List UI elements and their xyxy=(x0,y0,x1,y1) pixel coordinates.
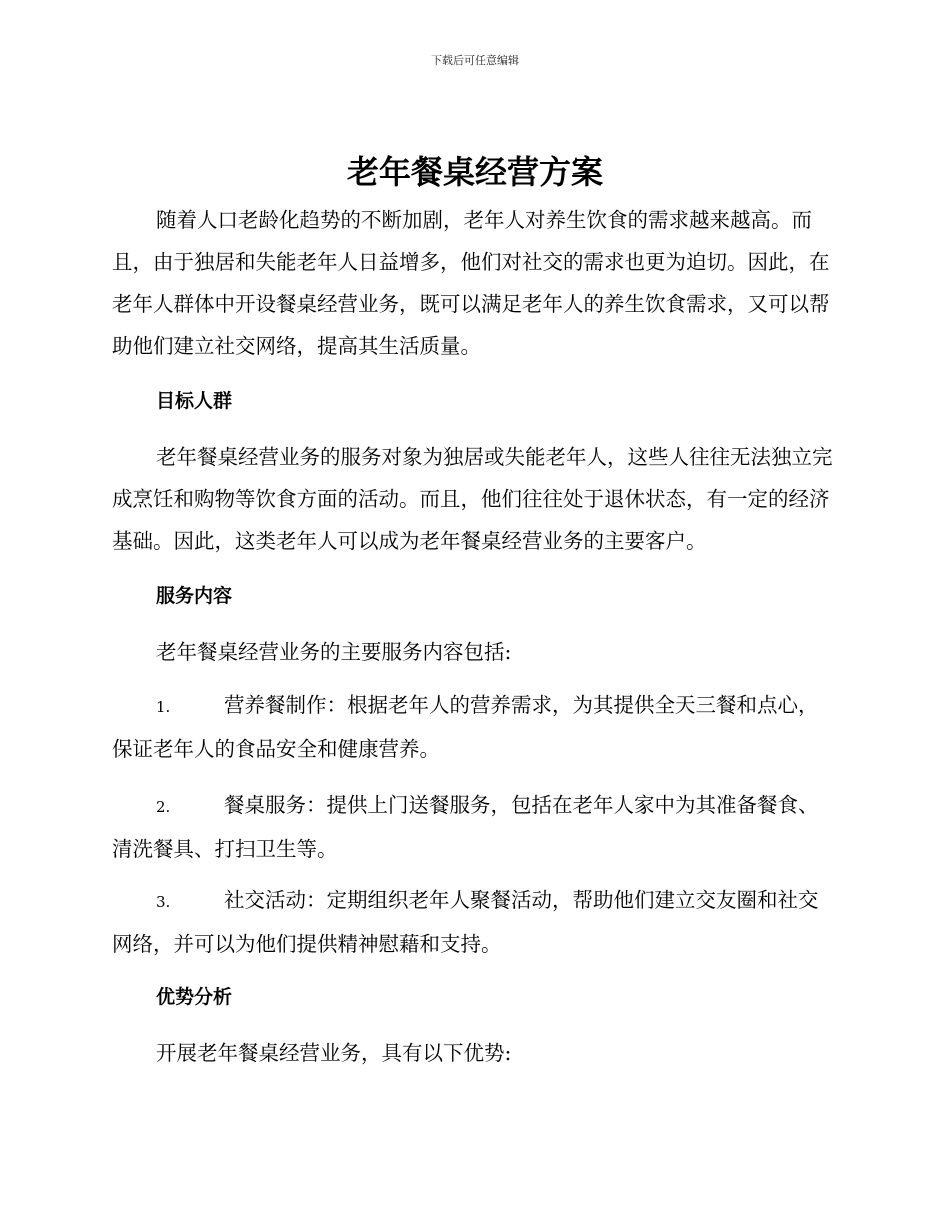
list-item-text: 餐桌服务：提供上门送餐服务，包括在老年人家中为其准备餐食、清洗餐具、打扫卫生等。 xyxy=(112,793,819,861)
intro-paragraph: 随着人口老龄化趋势的不断加剧，老年人对养生饮食的需求越来越高。而且，由于独居和失能老年人日益增多，他们对社交的需求也更为迫切。因此，在老年人群体中开设餐桌经营业务，既可以满足老年人的养生饮食需求，又可以帮助他们建立社交网络，提高其生活质量。 xyxy=(112,208,830,358)
advantages-intro-paragraph: 开展老年餐桌经营业务，具有以下优势: xyxy=(156,1041,512,1065)
list-item-number: 3. xyxy=(156,893,171,911)
document-title: 老年餐桌经营方案 xyxy=(346,153,603,191)
list-item-text: 营养餐制作：根据老年人的营养需求，为其提供全天三餐和点心，保证老年人的食品安全和健康营养。 xyxy=(112,693,819,761)
section-heading-advantages: 优势分析 xyxy=(156,986,233,1008)
section-heading-target-group: 目标人群 xyxy=(156,390,233,412)
service-list-item xyxy=(112,684,836,770)
page-header-note: 下载后可任意编辑 xyxy=(431,54,519,67)
list-item-number: 1. xyxy=(156,698,171,716)
service-list-item xyxy=(112,784,836,870)
section-heading-services: 服务内容 xyxy=(156,585,233,607)
target-group-paragraph: 老年餐桌经营业务的服务对象为独居或失能老年人，这些人往往无法独立完成烹饪和购物等饮食方面的活动。而且，他们往往处于退休状态，有一定的经济基础。因此，这类老年人可以成为老年餐桌经营业务的主要客户。 xyxy=(112,445,833,553)
services-intro-paragraph: 老年餐桌经营业务的主要服务内容包括: xyxy=(156,640,512,664)
service-list-item xyxy=(112,879,836,965)
list-item-number: 2. xyxy=(156,798,171,816)
list-item-text: 社交活动：定期组织老年人聚餐活动，帮助他们建立交友圈和社交网络，并可以为他们提供精神慰藉和支持。 xyxy=(112,888,819,956)
